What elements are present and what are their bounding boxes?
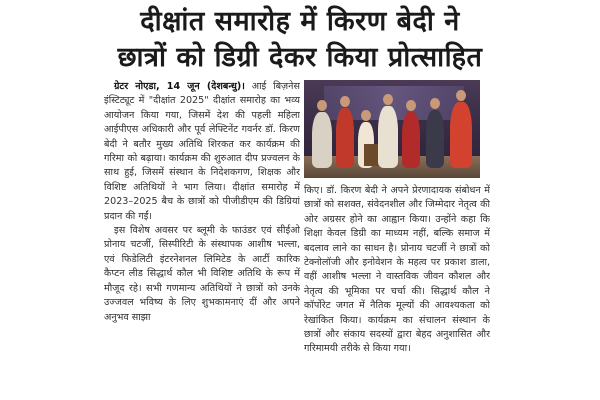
photo-person — [450, 102, 472, 168]
photo-person — [402, 112, 420, 168]
photo-person — [312, 112, 332, 168]
headline-line-2: छात्रों को डिग्री देकर किया प्रोत्साहित — [117, 42, 483, 73]
article-text-1: आई बिज़नेस इंस्टिट्यूट में "दीक्षांत 2025" दीक्षांत समारोह का भव्य आयोजन किया गया, जिसमें देश की पहली महिला आईपीएस अधिकारी और पूर्व लेफ्टिनेंट गवर्नर डॉ. किरण बेदी ने बतौर मुख्य अतिथि शिरकत कर कार्यक्रम की गरिमा को बढ़ाया। कार्यक्रम की शुरुआत दीप प्रज्वलन के साथ हुई, जिसमें संस्थान के निदेशकगण, शिक्षक और विशिष्ट अतिथियों ने भाग लिया। दीक्षांत समारोह में 2023–2025 बैच के छात्रों को पीजीडीएम की डिग्रियां प्रदान की गईं। — [104, 81, 300, 222]
article-paragraph-1 — [104, 80, 300, 224]
photo-person — [426, 110, 444, 168]
article-column-left — [104, 80, 300, 398]
photo-person — [336, 108, 354, 168]
article-paragraph-3: किए। डॉ. किरण बेदी ने अपने प्रेरणादायक संबोधन में छात्रों को सशक्त, संवेदनशील और जिम्मेदार नेतृत्व की ओर अग्रसर होने का आह्वान किया। उन्होंने कहा कि शिक्षा केवल डिग्री का माध्यम नहीं, बल्कि समाज में बदलाव लाने का साधन है। प्रोनाय चटर्जी ने छात्रों को टेक्नोलॉजी और इनोवेशन के महत्व पर प्रकाश डाला, वहीं आशीष भल्ला ने वास्तविक जीवन कौशल और नेतृत्व की भूमिका पर चर्चा की। सिद्धार्थ कौल ने कॉर्पोरेट जगत में नैतिक मूल्यों की आवश्यकता को रेखांकित किया। कार्यक्रम का संचालन संस्थान के छात्रों और संकाय सदस्यों द्वारा बेहद अनुशासित और गरिमामयी तरीके से किया गया। — [304, 185, 490, 355]
event-photo — [304, 80, 480, 178]
photo-person — [378, 106, 398, 168]
article-paragraph-2: इस विशेष अवसर पर ब्लूमी के फाउंडर एवं सीईओ प्रोनाय चटर्जी, सिस्पीरिटी के संस्थापक आशीष भल्ला, एवं फिडेलिटी इंटरनेशनल लिमिटेड के आर्टी कारिक कैप्टन लीड सिद्धार्थ कौल भी विशिष्ट अतिथि के रूप में मौजूद रहे। सभी गणमान्य अतिथियों ने छात्रों को उनके उज्जवल भविष्य के लिए शुभकामनाएं दीं और अपने अनुभव साझा — [104, 225, 300, 323]
article-column-right — [304, 184, 490, 398]
dateline: ग्रेटर नोएडा, 14 जून (देशबन्धु)। — [114, 81, 245, 92]
headline-line-1: दीक्षांत समारोह में किरण बेदी ने — [140, 6, 460, 37]
